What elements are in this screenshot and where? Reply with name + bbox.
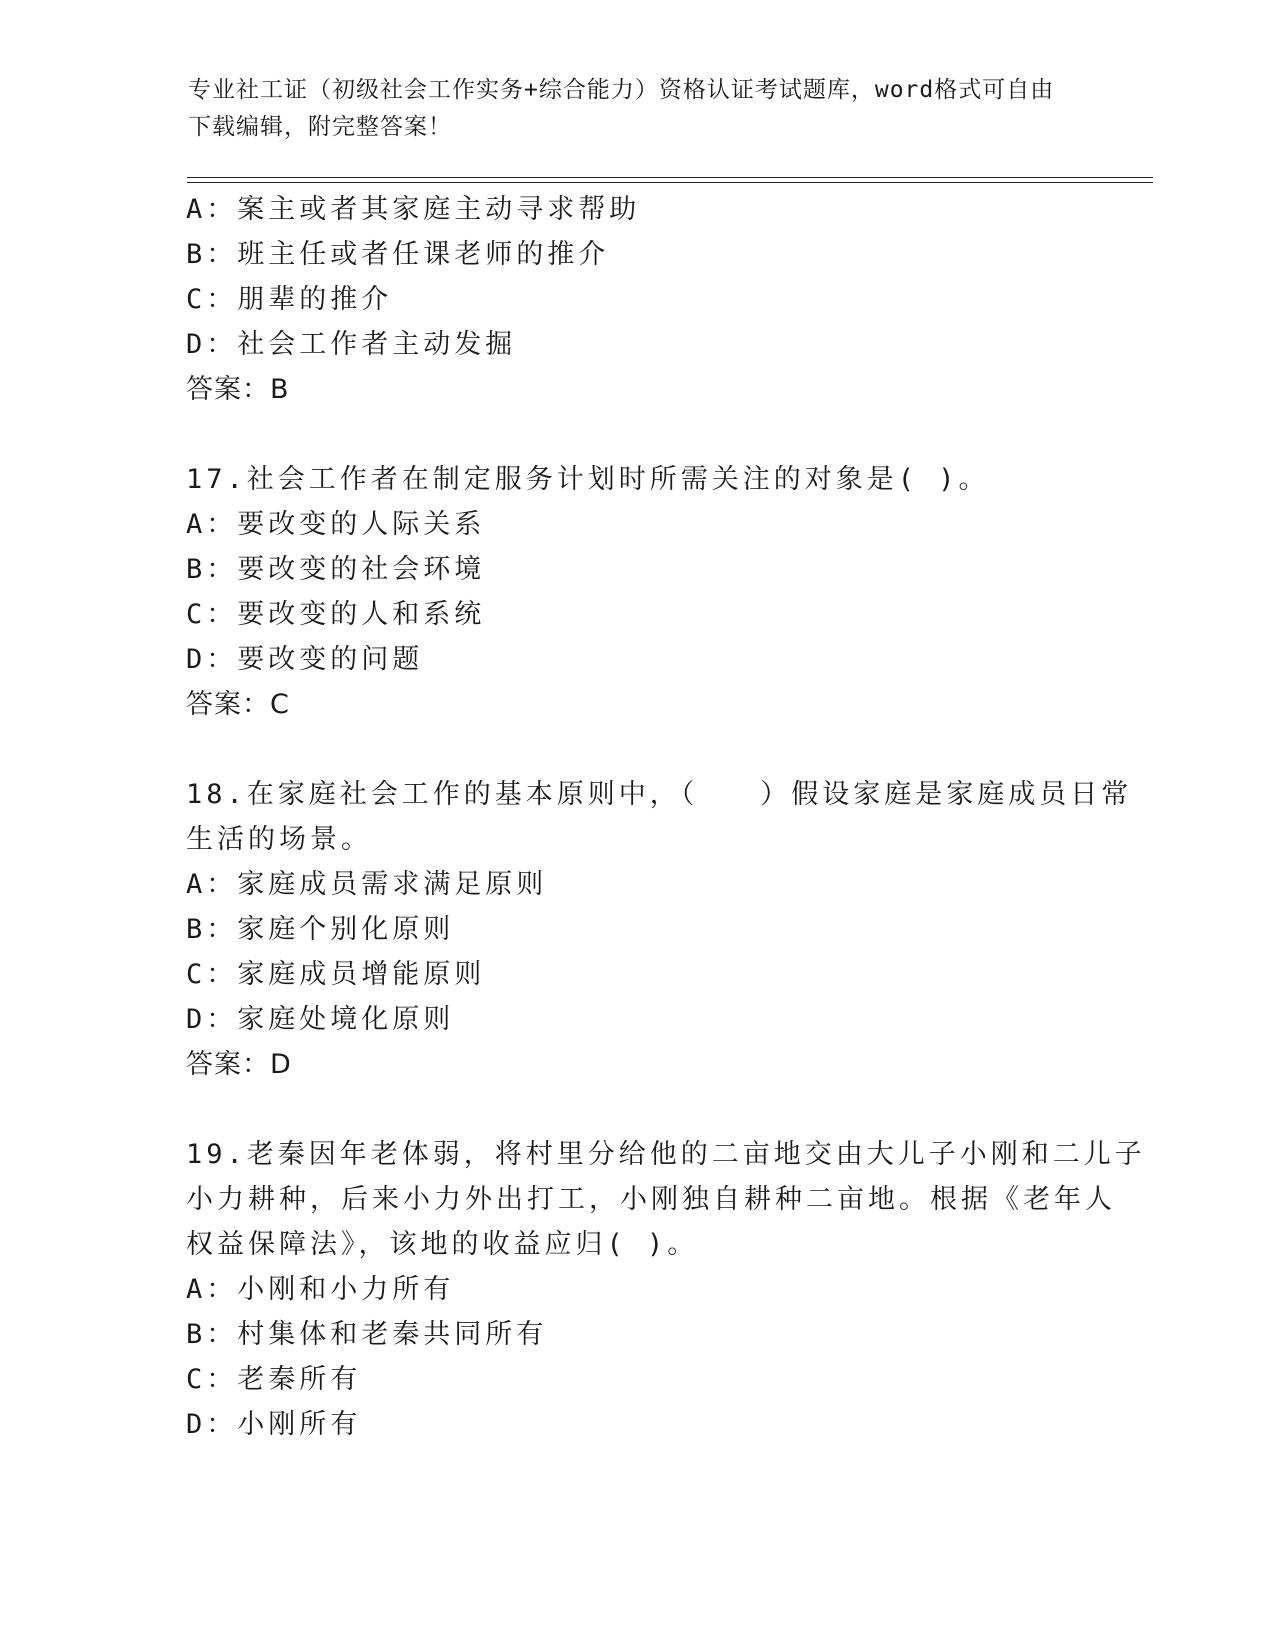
q18-stem-line-2: 生活的场景。 [186,824,372,855]
q18-option-a: A：家庭成员需求满足原则 [186,869,548,900]
q16-answer: 答案：B [186,374,290,405]
header-line-1: 专业社工证（初级社会工作实务+综合能力）资格认证考试题库，word格式可自由 [188,77,1055,103]
q17-option-b: B：要改变的社会环境 [186,554,486,585]
q17-stem: 17.社会工作者在制定服务计划时所需关注的对象是( )。 [186,464,990,495]
header-divider-top [187,177,1153,178]
q19-stem-line-2: 小力耕种，后来小力外出打工，小刚独自耕种二亩地。根据《老年人 [186,1184,1116,1215]
q19-stem-line-1: 19.老秦因年老体弱，将村里分给他的二亩地交由大儿子小刚和二儿子 [186,1139,1146,1170]
q19-option-c: C：老秦所有 [186,1364,362,1395]
q17-answer: 答案：C [186,689,290,720]
q19-option-b: B：村集体和老秦共同所有 [186,1319,548,1350]
q18-option-c: C：家庭成员增能原则 [186,959,486,990]
header-line-2: 下载编辑，附完整答案！ [188,114,452,140]
q17-option-d: D：要改变的问题 [186,644,424,675]
q19-option-a: A：小刚和小力所有 [186,1274,455,1305]
q16-option-a: A：案主或者其家庭主动寻求帮助 [186,194,641,225]
q16-option-b: B：班主任或者任课老师的推介 [186,239,610,270]
q18-option-b: B：家庭个别化原则 [186,914,455,945]
q19-stem-line-3: 权益保障法》，该地的收益应归( )。 [186,1229,699,1260]
q17-option-c: C：要改变的人和系统 [186,599,486,630]
q17-option-a: A：要改变的人际关系 [186,509,486,540]
document-header [188,72,1088,146]
q16-option-d: D：社会工作者主动发掘 [186,329,517,360]
q18-stem-line-1: 18.在家庭社会工作的基本原则中，（ ）假设家庭是家庭成员日常 [186,779,1133,810]
header-divider-bottom [187,182,1153,183]
q18-answer: 答案：D [186,1049,292,1080]
q16-option-c: C：朋辈的推介 [186,284,393,315]
q18-option-d: D：家庭处境化原则 [186,1004,455,1035]
q19-option-d: D：小刚所有 [186,1409,362,1440]
